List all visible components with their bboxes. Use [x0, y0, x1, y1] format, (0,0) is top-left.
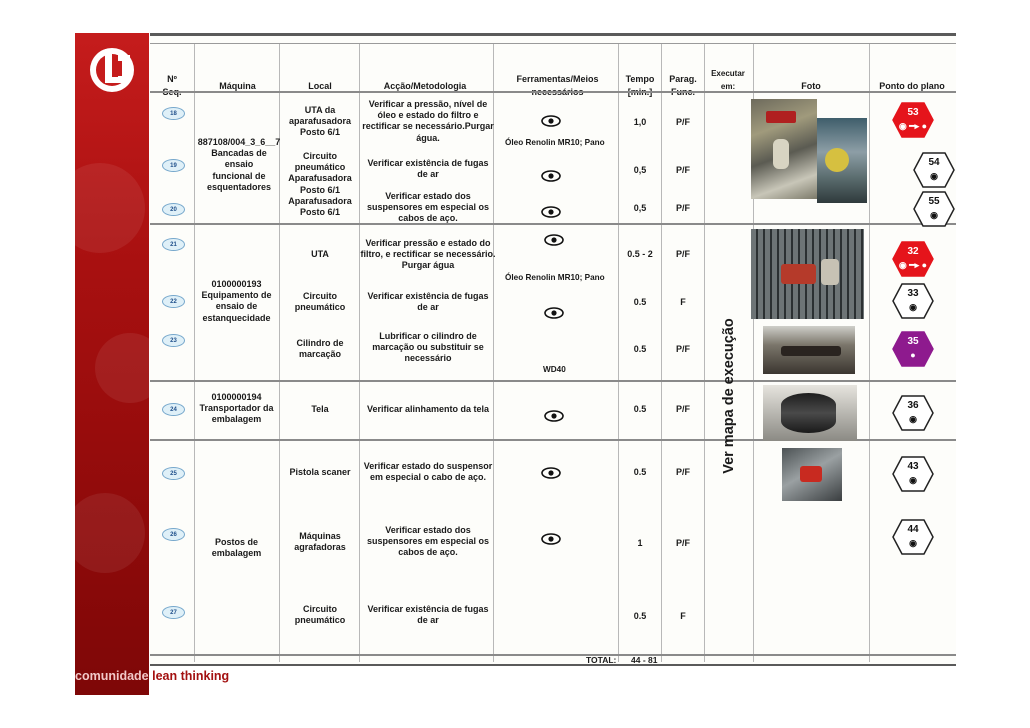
row-parag: P/F — [675, 249, 690, 259]
eye-icon — [541, 206, 561, 218]
header-tempo: Tempo — [625, 74, 655, 84]
row-tool: Óleo Renolin MR10; Pano — [505, 138, 605, 147]
bottom-rule — [150, 664, 956, 666]
row-action: Verificar alinhamento da tela — [366, 404, 490, 414]
plan-point-35 — [892, 331, 934, 367]
seq-badge: 23 — [162, 334, 185, 347]
photo-bancada — [817, 118, 867, 203]
photo-detail — [773, 139, 789, 169]
row-time: 1 — [637, 538, 643, 548]
row-parag: F — [680, 297, 686, 307]
seq-badge: 27 — [162, 606, 185, 619]
header-local: Local — [308, 80, 332, 91]
seq-badge: 19 — [162, 159, 185, 172]
plan-point-number: 53 — [907, 107, 919, 118]
plan-point-number: 44 — [907, 524, 919, 535]
row-local: Circuito pneumático Aparafusadora Posto 6/1 — [288, 151, 352, 195]
header-ponto: Ponto do plano — [879, 80, 945, 91]
row-local: Aparafusadora Posto 6/1 — [288, 196, 352, 218]
row-action: Verificar estado dos suspensores em especial os cabos de aço. — [366, 191, 490, 224]
plan-point-symbol-icon: ◉ — [909, 302, 917, 312]
photo-pistola-scaner — [782, 448, 842, 501]
photo-tela — [763, 385, 857, 441]
eye-icon — [544, 410, 564, 422]
plan-point-symbol-icon: ◉ ━▸ ● — [898, 260, 928, 270]
grid-line — [869, 44, 870, 662]
eye-icon — [541, 115, 561, 127]
row-parag: P/F — [675, 165, 690, 175]
machine-2: 0100000193 Equipamento de ensaio de estanquecidade — [201, 279, 272, 323]
photo-detail — [825, 148, 849, 172]
row-local: Máquinas agrafadoras — [294, 531, 346, 553]
plan-point-number: 54 — [928, 157, 940, 168]
photo-detail — [821, 259, 839, 285]
row-local: Circuito pneumático — [294, 604, 346, 626]
photo-uta-aparafusadora — [751, 99, 817, 199]
footer-word-1: comunidade — [75, 669, 149, 683]
eye-icon — [541, 467, 561, 479]
row-local: Tela — [311, 404, 329, 414]
eye-icon — [544, 307, 564, 319]
row-action: Verificar existência de fugas de ar — [367, 158, 489, 180]
row-parag: P/F — [675, 538, 690, 548]
machine-1: 887108/004_3_6__7 Bancadas de ensaio funcional de esquentadores — [197, 137, 281, 192]
row-action: Lubrificar o cilindro de marcação ou substituir se necessário — [372, 331, 484, 364]
machine-4: Postos de embalagem — [211, 537, 262, 559]
eye-icon — [541, 170, 561, 182]
plan-point-44 — [892, 519, 934, 555]
header-ferramentas: Ferramentas/Meios — [516, 74, 599, 84]
photo-detail — [781, 393, 836, 433]
photo-detail — [781, 264, 816, 284]
plan-point-symbol-icon: ● — [910, 350, 916, 360]
row-action: Verificar estado do suspensor em especial o cabo de aço. — [363, 461, 493, 483]
plan-point-54 — [913, 152, 955, 188]
plan-point-43 — [892, 456, 934, 492]
seq-badge: 22 — [162, 295, 185, 308]
grid-line — [618, 44, 619, 662]
plan-point-number: 43 — [907, 461, 919, 472]
row-action: Verificar a pressão, nível de óleo e estado do filtro e rectificar se necessário.Purgar água. — [362, 99, 494, 143]
total-label: TOTAL: — [586, 655, 617, 665]
row-action: Verificar pressão e estado do filtro, e rectificar se necessário. Purgar água — [360, 238, 496, 271]
total-rule — [150, 654, 956, 656]
photo-cilindro-marcacao — [763, 326, 855, 374]
photo-detail — [766, 111, 796, 123]
group-separator — [150, 223, 956, 225]
plan-point-32 — [892, 241, 934, 277]
seq-badge: 21 — [162, 238, 185, 251]
photo-detail — [800, 466, 822, 482]
plan-point-number: 35 — [907, 336, 919, 347]
grid-line — [704, 44, 705, 662]
row-parag: P/F — [675, 404, 690, 414]
seq-badge: 25 — [162, 467, 185, 480]
row-time: 0.5 — [633, 344, 647, 354]
row-parag: P/F — [675, 344, 690, 354]
plan-point-number: 36 — [907, 400, 919, 411]
seq-badge: 24 — [162, 403, 185, 416]
top-rule-thin — [150, 43, 956, 44]
plan-point-symbol-icon: ◉ ━▸ ● — [898, 121, 928, 131]
plan-point-55 — [913, 191, 955, 227]
footer-brand — [75, 669, 229, 683]
row-local: Cilindro de marcação — [296, 338, 344, 360]
plan-point-number: 33 — [907, 288, 919, 299]
plan-point-number: 55 — [928, 196, 940, 207]
header-executar: Executar em: — [711, 69, 745, 91]
row-time: 0.5 — [633, 404, 647, 414]
maintenance-table — [150, 33, 956, 666]
group-separator — [150, 380, 956, 382]
eye-icon — [541, 533, 561, 545]
plan-point-33 — [892, 283, 934, 319]
row-local: UTA — [311, 249, 329, 259]
brand-sidebar — [75, 33, 149, 695]
company-logo — [85, 43, 139, 97]
row-local: Circuito pneumático — [294, 291, 346, 313]
photo-equipamento-estanquecidade — [751, 229, 864, 319]
plan-point-36 — [892, 395, 934, 431]
header-maquina: Máquina — [219, 80, 256, 91]
header-bottom-rule — [150, 91, 956, 93]
row-tool: Óleo Renolin MR10; Pano — [505, 273, 605, 282]
plan-point-symbol-icon: ◉ — [909, 475, 917, 485]
footer-word-2: lean thinking — [152, 669, 230, 683]
machine-3: 0100000194 Transportador da embalagem — [199, 392, 274, 425]
plan-point-symbol-icon: ◉ — [909, 414, 917, 424]
row-time: 0.5 — [633, 297, 647, 307]
header-foto: Foto — [801, 80, 821, 91]
row-time: 1,0 — [633, 117, 647, 127]
row-time: 0.5 - 2 — [627, 249, 653, 259]
total-value: 44 - 81 — [631, 655, 658, 665]
row-tool: WD40 — [543, 365, 566, 374]
row-action: Verificar estado dos suspensores em especial os cabos de aço. — [366, 525, 490, 558]
row-local: Pistola scaner — [289, 467, 351, 477]
row-time: 0.5 — [633, 611, 647, 621]
row-time: 0,5 — [633, 203, 647, 213]
plan-point-symbol-icon: ◉ — [930, 210, 938, 220]
row-parag: F — [680, 611, 686, 621]
photo-detail — [781, 346, 841, 356]
eye-icon — [544, 234, 564, 246]
row-parag: P/F — [675, 467, 690, 477]
header-accao: Acção/Metodologia — [383, 80, 467, 91]
plan-point-53 — [892, 102, 934, 138]
row-time: 0.5 — [633, 467, 647, 477]
plan-point-number: 32 — [907, 246, 919, 257]
row-parag: P/F — [675, 203, 690, 213]
row-time: 0,5 — [633, 165, 647, 175]
plan-point-symbol-icon: ◉ — [930, 171, 938, 181]
seq-badge: 20 — [162, 203, 185, 216]
execution-map-link[interactable]: Ver mapa de execução — [721, 318, 737, 474]
seq-badge: 26 — [162, 528, 185, 541]
top-rule — [150, 33, 956, 36]
row-action: Verificar existência de fugas de ar — [367, 291, 489, 313]
header-seq: Nº — [167, 74, 177, 84]
row-local: UTA da aparafusadora Posto 6/1 — [288, 105, 352, 138]
row-parag: P/F — [675, 117, 690, 127]
seq-badge: 18 — [162, 107, 185, 120]
header-parag: Parag. — [669, 74, 697, 84]
row-action: Verificar existência de fugas de ar — [367, 604, 489, 626]
plan-point-symbol-icon: ◉ — [909, 538, 917, 548]
